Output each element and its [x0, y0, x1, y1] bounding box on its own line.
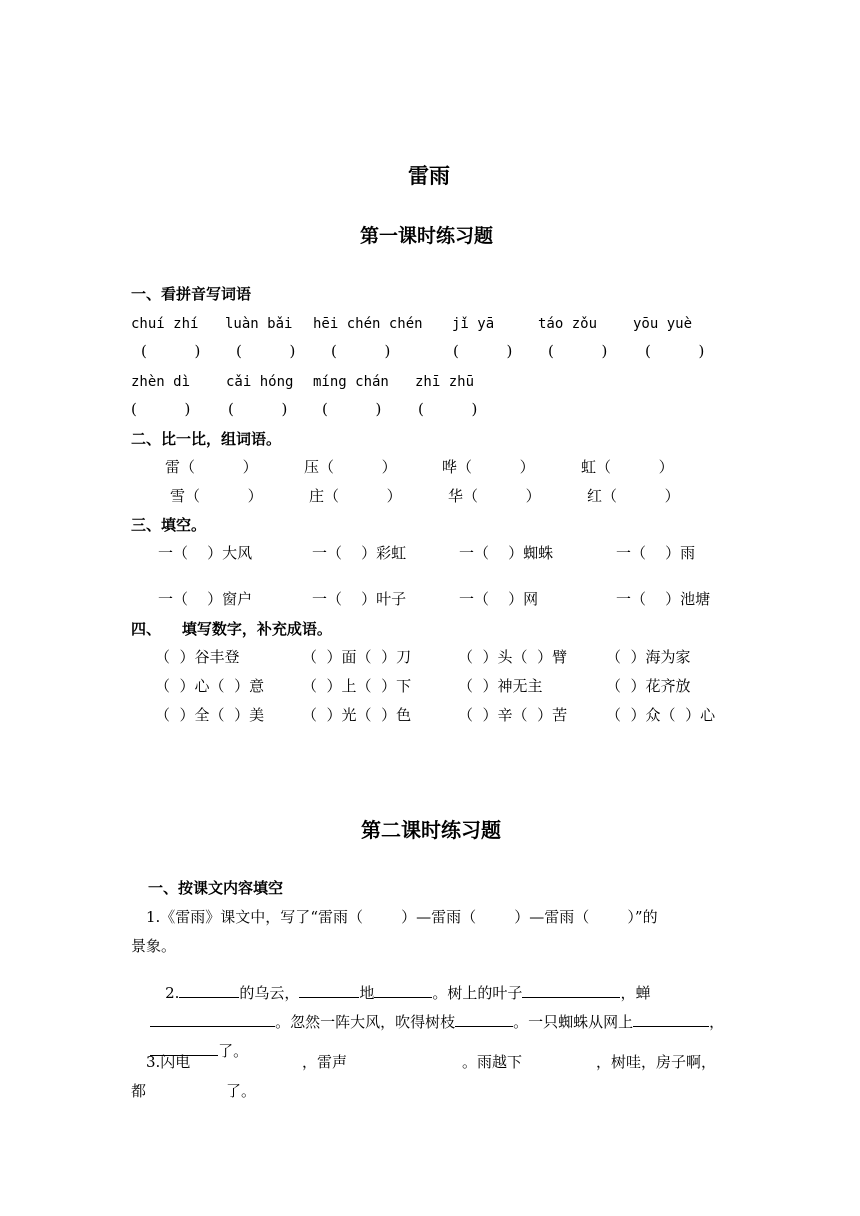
idiom-item[interactable]: （ ）辛（ ）苦 — [458, 706, 568, 724]
q-text: 。一只蜘蛛从网上 — [513, 1013, 634, 1031]
compare-item[interactable]: 虹（ ） — [581, 458, 674, 476]
compare-item[interactable]: 红（ ） — [587, 487, 680, 505]
pinyin-item: yōu yuè — [633, 316, 693, 332]
question-1-line2: 景象。 — [131, 937, 177, 955]
idiom-item[interactable]: （ ）上（ ）下 — [302, 677, 412, 695]
q-text: 都 — [131, 1082, 147, 1100]
pinyin-item: hēi chén chén — [313, 316, 423, 332]
idiom-item[interactable]: （ ）神无主 — [458, 677, 543, 695]
pinyin-item: chuí zhí — [131, 316, 199, 332]
lesson2-heading: 第二课时练习题 — [361, 818, 501, 842]
answer-blank[interactable]: ( ) — [548, 342, 608, 360]
answer-blank[interactable]: ( ) — [228, 400, 288, 418]
q-text: 地 — [359, 984, 375, 1002]
q-text: 了。 — [226, 1082, 257, 1100]
lesson1-heading: 第一课时练习题 — [360, 225, 494, 247]
pinyin-item: luàn bǎi — [225, 316, 293, 332]
fill-item[interactable]: 一（ ）池塘 — [616, 590, 711, 608]
fill-blank[interactable] — [179, 983, 239, 998]
q-text: ，雷声 — [302, 1053, 348, 1071]
idiom-item[interactable]: （ ）头（ ）臂 — [458, 648, 568, 666]
pinyin-item: jǐ yā — [452, 316, 495, 332]
idiom-item[interactable]: （ ）谷丰登 — [155, 648, 240, 666]
q-text: ，蝉 — [620, 984, 651, 1002]
idiom-item[interactable]: （ ）心（ ）意 — [155, 677, 265, 695]
fill-item[interactable]: 一（ ）雨 — [616, 544, 696, 562]
idiom-item[interactable]: （ ）众（ ）心 — [606, 706, 716, 724]
answer-blank[interactable]: ( ) — [131, 400, 191, 418]
compare-item[interactable]: 雪（ ） — [170, 487, 263, 505]
idiom-item[interactable]: （ ）光（ ）色 — [302, 706, 412, 724]
section1-heading: 一、看拼音写词语 — [131, 285, 252, 303]
idiom-item[interactable]: （ ）面（ ）刀 — [302, 648, 412, 666]
fill-item[interactable]: 一（ ）大风 — [158, 544, 253, 562]
answer-blank[interactable]: ( ) — [236, 342, 296, 360]
question-1-line1: 1.《雷雨》课文中，写了“雷雨（ ）—雷雨（ ）—雷雨（ ）”的 — [146, 908, 658, 926]
fill-blank[interactable] — [522, 983, 620, 998]
pinyin-item: zhèn dì — [131, 374, 191, 390]
q-text: ，树哇，房子啊， — [596, 1053, 717, 1071]
answer-blank[interactable]: ( ) — [453, 342, 513, 360]
answer-blank[interactable]: ( ) — [322, 400, 382, 418]
pinyin-item: cǎi hóng — [226, 374, 294, 390]
idiom-item[interactable]: （ ）全（ ）美 — [155, 706, 265, 724]
q-text: 的乌云， — [239, 984, 300, 1002]
compare-item[interactable]: 压（ ） — [304, 458, 397, 476]
answer-blank[interactable]: ( ) — [418, 400, 478, 418]
section2-heading: 二、比一比，组词语。 — [131, 430, 282, 448]
fill-item[interactable]: 一（ ）叶子 — [312, 590, 407, 608]
q-text: 。树上的叶子 — [432, 984, 523, 1002]
fill-blank[interactable] — [633, 1012, 709, 1027]
compare-item[interactable]: 庄（ ） — [309, 487, 402, 505]
q-text: 2. — [165, 984, 180, 1002]
q-text: ， — [709, 1013, 725, 1031]
fill-blank[interactable] — [374, 983, 432, 998]
fill-item[interactable]: 一（ ）网 — [459, 590, 539, 608]
fill-item[interactable]: 一（ ）蜘蛛 — [459, 544, 554, 562]
pinyin-item: zhī zhū — [415, 374, 475, 390]
pinyin-item: táo zǒu — [538, 316, 598, 332]
answer-blank[interactable]: ( ) — [141, 342, 201, 360]
compare-item[interactable]: 华（ ） — [448, 487, 541, 505]
q-text: 3.闪电 — [146, 1053, 191, 1071]
fill-item[interactable]: 一（ ）彩虹 — [312, 544, 407, 562]
page-title: 雷雨 — [408, 164, 450, 188]
fill-blank[interactable] — [299, 983, 359, 998]
q-text: 。雨越下 — [462, 1053, 523, 1071]
pinyin-item: míng chán — [313, 374, 389, 390]
compare-item[interactable]: 哗（ ） — [442, 458, 535, 476]
section3-heading: 三、填空。 — [131, 516, 207, 534]
q-text: 了。 — [218, 1042, 249, 1060]
fill-blank[interactable] — [150, 1012, 275, 1027]
answer-blank[interactable]: ( ) — [331, 342, 391, 360]
lesson2-section1-heading: 一、按课文内容填空 — [148, 879, 284, 897]
answer-blank[interactable]: ( ) — [645, 342, 705, 360]
fill-item[interactable]: 一（ ）窗户 — [158, 590, 253, 608]
idiom-item[interactable]: （ ）海为家 — [606, 648, 691, 666]
idiom-item[interactable]: （ ）花齐放 — [606, 677, 691, 695]
section4-heading: 四、 填写数字，补充成语。 — [131, 620, 332, 638]
fill-blank[interactable] — [455, 1012, 513, 1027]
compare-item[interactable]: 雷（ ） — [165, 458, 258, 476]
q-text: 。忽然一阵大风，吹得树枝 — [275, 1013, 456, 1031]
